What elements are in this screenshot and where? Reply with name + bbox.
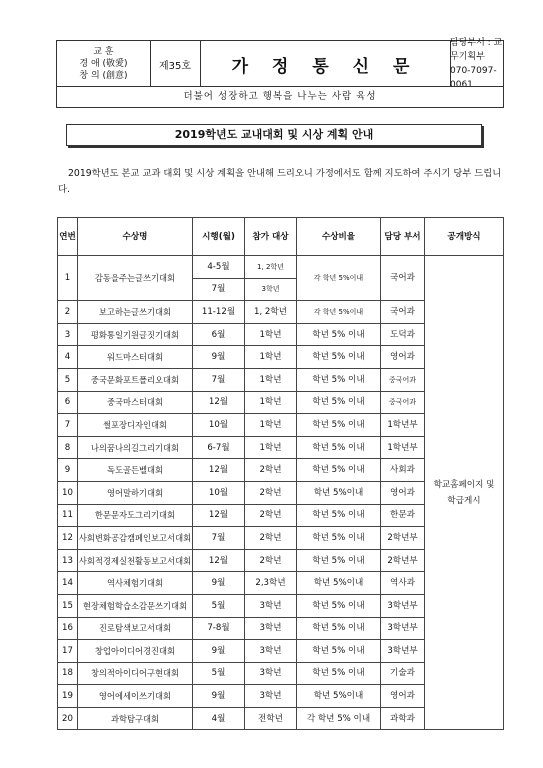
contest-name: 진로탐색보고서대회: [78, 617, 193, 640]
schedule-month: 11-12월: [193, 301, 245, 324]
award-ratio: 각 학년 5%이내: [297, 256, 381, 301]
contest-name: 한문문자도그리기대회: [78, 504, 193, 527]
target-grade: 1학년: [245, 414, 297, 437]
page-title: 가 정 통 신 문: [200, 41, 451, 87]
issue-number: 제35호: [150, 41, 201, 87]
schedule-month: 9월: [193, 640, 245, 663]
contest-name: 사회적경제실천활동보고서대회: [78, 549, 193, 572]
contest-name: 중국마스터대회: [78, 391, 193, 414]
department: 한문과: [381, 504, 425, 527]
intro-paragraph: 2019학년도 본교 교과 대회 및 시상 계획을 안내해 드리오니 가정에서도 함께 지도하여 주시기 당부 드립니다.: [58, 168, 502, 195]
department: 중국어과: [381, 368, 425, 391]
award-ratio: 학년 5% 이내: [297, 414, 381, 437]
schedule-month: 4월: [193, 707, 245, 730]
row-number: 9: [58, 459, 78, 482]
schedule-month: 12월: [193, 549, 245, 572]
row-number: 19: [58, 685, 78, 708]
award-ratio: 학년 5% 이내: [297, 323, 381, 346]
schedule-month: 6월: [193, 323, 245, 346]
column-header: 시행(월): [193, 218, 245, 256]
department: 3학년부: [381, 640, 425, 663]
row-number: 12: [58, 527, 78, 550]
column-header: 수상비율: [297, 218, 381, 256]
contest-name: 과학탐구대회: [78, 707, 193, 730]
row-number: 5: [58, 368, 78, 391]
row-number: 14: [58, 572, 78, 595]
motto-line: 교 훈: [93, 47, 114, 57]
department: 역사과: [381, 572, 425, 595]
row-number: 3: [58, 323, 78, 346]
department: 영어과: [381, 685, 425, 708]
target-grade: 3학년: [245, 594, 297, 617]
department: 기술과: [381, 662, 425, 685]
schedule-month: 12월: [193, 504, 245, 527]
contest-name: 영어말하기대회: [78, 481, 193, 504]
schedule-month: 6-7월: [193, 436, 245, 459]
department: 2학년부: [381, 527, 425, 550]
school-slogan: 더불어 성장하고 행복을 나누는 사람 육성: [57, 86, 503, 107]
award-ratio: 학년 5% 이내: [297, 617, 381, 640]
department: 국어과: [381, 301, 425, 324]
contest-name: 중국문화포트폴리오대회: [78, 368, 193, 391]
department: 1학년부: [381, 414, 425, 437]
target-grade: 1학년: [245, 346, 297, 369]
publish-method: 학교홈페이지 및 학급게시: [425, 256, 504, 730]
school-motto: [57, 41, 151, 87]
department: 3학년부: [381, 594, 425, 617]
department: 사회과: [381, 459, 425, 482]
award-ratio: 학년 5% 이내: [297, 640, 381, 663]
contest-name: 역사체험기대회: [78, 572, 193, 595]
award-ratio: 학년 5% 이내: [297, 549, 381, 572]
schedule-month: 10월: [193, 481, 245, 504]
contest-name: 사회변화공감캠페인보고서대회: [78, 527, 193, 550]
target-grade: 3학년: [245, 640, 297, 663]
row-number: 8: [58, 436, 78, 459]
target-grade: 1학년: [245, 323, 297, 346]
award-ratio: 학년 5% 이내: [297, 436, 381, 459]
award-ratio: 학년 5% 이내: [297, 391, 381, 414]
department-label: 담당부서 : 교무기획부: [450, 38, 503, 62]
contest-name: 나의꿈나의길그리기대회: [78, 436, 193, 459]
column-header: 수상명: [78, 218, 193, 256]
target-grade: 1학년: [245, 436, 297, 459]
department: 1학년부: [381, 436, 425, 459]
schedule-month: 9월: [193, 685, 245, 708]
award-ratio: 학년 5% 이내: [297, 662, 381, 685]
column-header: 담당 부서: [381, 218, 425, 256]
department: 도덕과: [381, 323, 425, 346]
target-grade: 2학년: [245, 504, 297, 527]
contest-name: 워드마스터대회: [78, 346, 193, 369]
table-header-row: [58, 218, 504, 256]
target-grade: 2,3학년: [245, 572, 297, 595]
row-number: 6: [58, 391, 78, 414]
target-grade: 1학년: [245, 368, 297, 391]
row-number: 17: [58, 640, 78, 663]
column-header: 참가 대상: [245, 218, 297, 256]
target-grade: 2학년: [245, 527, 297, 550]
target-grade: 2학년: [245, 549, 297, 572]
row-number: 11: [58, 504, 78, 527]
schedule-month: 7월: [193, 368, 245, 391]
table-row: [58, 256, 504, 279]
schedule-month: 9월: [193, 572, 245, 595]
contest-name: 평화통일기원글짓기대회: [78, 323, 193, 346]
target-grade: 1, 2학년: [245, 301, 297, 324]
row-number: 15: [58, 594, 78, 617]
row-number: 4: [58, 346, 78, 369]
contest-name: 독도골든벨대회: [78, 459, 193, 482]
target-grade: 3학년: [245, 278, 297, 301]
schedule-month: 5월: [193, 594, 245, 617]
motto-line: 경 애 (敬愛): [79, 59, 128, 69]
department: 영어과: [381, 346, 425, 369]
motto-line: 창 의 (創意): [79, 71, 128, 81]
schedule-month: 7-8월: [193, 617, 245, 640]
department: 영어과: [381, 481, 425, 504]
target-grade: 3학년: [245, 617, 297, 640]
target-grade: 전학년: [245, 707, 297, 730]
target-grade: 2학년: [245, 481, 297, 504]
target-grade: 1, 2학년: [245, 256, 297, 279]
notice-banner: 2019학년도 교내대회 및 시상 계획 안내: [66, 124, 482, 146]
schedule-month: 9월: [193, 346, 245, 369]
contest-name: 현장체험학습소감문쓰기대회: [78, 594, 193, 617]
phone-number: 070-7097-0061: [450, 66, 497, 90]
award-ratio: 학년 5% 이내: [297, 346, 381, 369]
award-ratio: 학년 5% 이내: [297, 527, 381, 550]
contest-name: 영어에세이쓰기대회: [78, 685, 193, 708]
target-grade: 3학년: [245, 685, 297, 708]
schedule-month: 12월: [193, 459, 245, 482]
department: 중국어과: [381, 391, 425, 414]
row-number: 2: [58, 301, 78, 324]
contest-name: 감동을주는글쓰기대회: [78, 256, 193, 301]
award-ratio: 학년 5% 이내: [297, 594, 381, 617]
row-number: 1: [58, 256, 78, 301]
department: 2학년부: [381, 549, 425, 572]
contest-name: 창의적아이디어구현대회: [78, 662, 193, 685]
target-grade: 3학년: [245, 662, 297, 685]
row-number: 7: [58, 414, 78, 437]
row-number: 16: [58, 617, 78, 640]
newsletter-header: [56, 40, 504, 108]
row-number: 18: [58, 662, 78, 685]
column-header: 공개방식: [425, 218, 504, 256]
award-ratio: 학년 5%이내: [297, 481, 381, 504]
schedule-month: 4-5월: [193, 256, 245, 279]
award-ratio: 각 학년 5% 이내: [297, 707, 381, 730]
row-number: 10: [58, 481, 78, 504]
schedule-month: 5월: [193, 662, 245, 685]
schedule-month: 7월: [193, 527, 245, 550]
contest-name: 보고하는글쓰기대회: [78, 301, 193, 324]
department: 3학년부: [381, 617, 425, 640]
department-info: [450, 38, 503, 90]
column-header: 연번: [58, 218, 78, 256]
award-ratio: 학년 5% 이내: [297, 504, 381, 527]
award-ratio: 학년 5% 이내: [297, 368, 381, 391]
contest-name: 창업아이디어경진대회: [78, 640, 193, 663]
department: 국어과: [381, 256, 425, 301]
schedule-month: 7월: [193, 278, 245, 301]
department: 과학과: [381, 707, 425, 730]
award-ratio: 학년 5%이내: [297, 685, 381, 708]
award-ratio: 학년 5% 이내: [297, 459, 381, 482]
contest-name: 썰포장디자인대회: [78, 414, 193, 437]
row-number: 20: [58, 707, 78, 730]
contest-schedule-table: [57, 217, 504, 730]
schedule-month: 10월: [193, 414, 245, 437]
row-number: 13: [58, 549, 78, 572]
award-ratio: 학년 5%이내: [297, 572, 381, 595]
award-ratio: 각 학년 5%이내: [297, 301, 381, 324]
target-grade: 1학년: [245, 391, 297, 414]
schedule-month: 12월: [193, 391, 245, 414]
target-grade: 2학년: [245, 459, 297, 482]
